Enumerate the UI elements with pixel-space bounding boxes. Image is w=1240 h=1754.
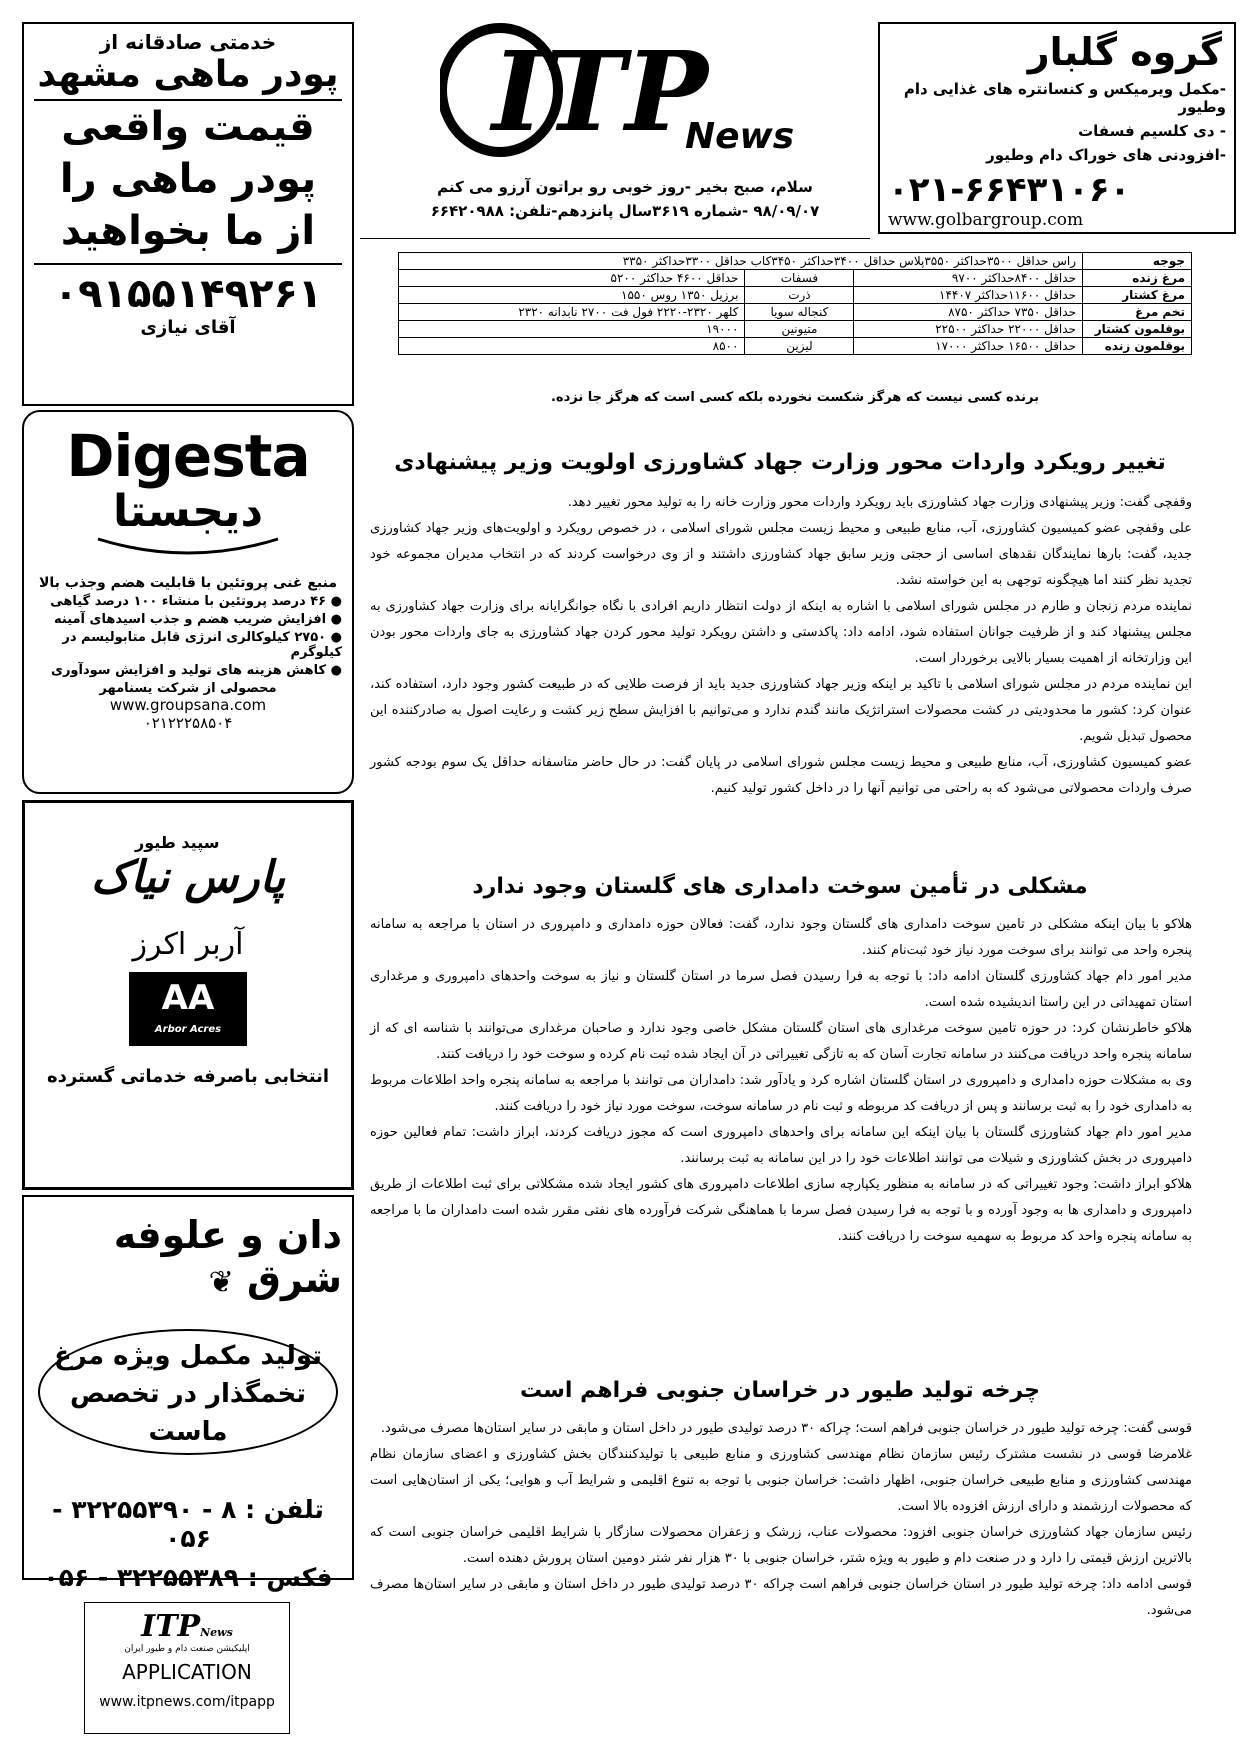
article-paragraph: رئیس سازمان جهاد کشاورزی خراسان جنوبی افزود: محصولات عناب، زرشک و زعفران محصولات سازگار با شرایط اقلیمی خراسان جنوبی است که بالاترین ارزش قیمتی را دارد و در صنعت دام و طیور به ویژه شتر، خراسان جنوبی با ۳۰ هزار نفر شتر دومین استان پرورش دهنده است. [370,1525,1192,1566]
price-value: حداقل ۴۶۰۰ حداکثر ۵۲۰۰ [399,270,745,287]
article-paragraph: مدیر امور دام جهاد کشاورزی گلستان با بیان اینکه این سامانه برای واحدهای دامپروری است که مجوز دریافت کردند، ابراز داشت: تمام فعالین حوزه دامپروری در بخش کشاورزی و شیلات می توانند اطلاعات خود را در این سامانه به ثبت برسانند. [370,1125,1192,1166]
article-paragraph: علی وقفچی عضو کمیسیون کشاورزی، آب، منابع طبیعی و محیط زیست مجلس شورای اسلامی ، در خصوص رویکرد و اولویت‌های وزیر جهاد کشاورزی جدید، گفت: بارها نمایندگان نقدهای اساسی از حجتی وزیر سابق جهاد کشاورزی داشتند و از وی درخواست کردند که در انتخاب مدیران مجموعه خود تجدید نظر کنند اما هیچگونه توجهی به این خواسته نشد. [370,521,1192,588]
golbar-item: -مکمل ویرمیکس و کنسانتره های غذایی دام وطیور [903,80,1226,116]
app-url[interactable]: www.itpnews.com/itpapp [99,1694,275,1710]
ad-small-brand: سپید طیور [135,833,220,852]
logo-itp-text: ITP [492,27,709,156]
ad-bullet: ● ۲۷۵۰ کیلوکالری انرژی قابل متابولیسم در کیلوگرم [62,630,342,660]
table-row [399,321,1192,338]
price-value: حداقل ۲۲۰۰۰ حداکثر ۲۲۵۰۰ [854,321,1083,338]
article-title: مشکلی در تأمین سوخت دامداری های گلستان وجود ندارد [472,874,1088,899]
ad-tagline: منبع غنی پروتئین با قابلیت هضم وجذب بالا [39,575,337,591]
price-name: بوقلمون زنده [1083,338,1192,355]
ad-phone: ۰۲۱۲۲۲۵۸۵۰۴ [143,714,233,732]
price-name: کنجاله سویا [745,304,854,321]
price-value: حداقل ۱۶۵۰۰ حداکثر ۱۷۰۰۰ [854,338,1083,355]
price-value: راس حداقل ۳۵۰۰حداکثر ۳۵۵۰پلاس حداقل ۳۴۰۰حداکثر ۳۴۵۰کاب حداقل ۳۳۰۰حداکثر ۳۳۵۰ [399,253,1083,270]
leaf-icon: ❦ [208,1265,234,1300]
ad-big-line: از ما بخواهید [60,208,316,254]
article-paragraph: غلامرضا قوسی در نشست مشترک رئیس سازمان نظام مهندسی کشاورزی و منابع طبیعی با تولیدکنندگان بخش کشاورزی و اعضای سازمان نظام مهندسی کشاورزی و منابع طبیعی خراسان جنوبی، اظهار داشت: خراسان جنوبی با توجه به تنوع اقلیمی و شرایط آب و هوایی؛ یکی از استان‌هایی است که محصولات ارزشمند و دارای ارزش افزوده بالا است. [370,1447,1192,1514]
logo-news-text: News [685,116,795,157]
table-row [399,270,1192,287]
smile-icon [88,537,288,557]
issue-line: ۹۸/۰۹/۰۷ -شماره ۳۶۱۹سال پانزدهم-تلفن: ۶۶۴۲۰۹۸۸ [430,202,820,220]
ad-website[interactable]: www.groupsana.com [109,696,267,714]
ad-bullet: ● افزایش ضریب هضم و جذب اسیدهای آمینه [54,612,342,627]
price-name: مرغ زنده [1083,270,1192,287]
table-row [399,287,1192,304]
ad-oval: تولید مکمل ویژه مرغ تخمگذار در تخصص ماست [38,1329,338,1455]
digesta-logo-fa: دیجستا [112,486,264,537]
pars-niak-ad[interactable] [22,800,354,1190]
golbar-phone: ۰۲۱-۶۶۴۳۱۰۶۰ [888,170,1131,210]
arbor-acres-logo: AA Arbor Acres [129,972,247,1046]
golbar-item: - دی کلسیم فسفات [1078,122,1226,140]
ad-big-line: قیمت واقعی [61,104,315,150]
golbar-ad[interactable] [878,22,1236,234]
ad-source: محصولی از شرکت یسنامهر [99,681,277,696]
article-paragraph: هلاکو با بیان اینکه مشکلی در تامین سوخت دامداری های گلستان وجود ندارد، گفت: فعالان حوزه دامداری و دامپروری در استان با مراجعه به سامانه پنجره واحد می توانند برای سوخت مورد نیاز خود ثبت‌نام کنند. [370,917,1192,958]
ad-tel: تلفن : ۸ - ۳۲۲۵۵۳۹۰ - ۰۵۶ [52,1495,324,1553]
table-row [399,338,1192,355]
table-row [399,304,1192,321]
itp-news-logo [440,20,810,160]
article-paragraph: قوسی ادامه داد: چرخه تولید طیور در استان خراسان جنوبی فراهم است چراکه ۳۰ درصد تولیدی طیور در داخل استان و مابقی در سایر استان‌ها مصرف می‌شود. [370,1577,1192,1618]
price-value: حداقل ۱۱۶۰۰حداکثر ۱۴۴۰۷ [854,287,1083,304]
golbar-item: -افزودنی های خوراک دام وطیور [986,146,1226,164]
quote: برنده کسی نیست که هرگز شکست نخورده بلکه کسی است که هرگز جا نزده. [550,390,1039,405]
ad-fax: فکس : ۳۲۲۵۵۳۸۹ - ۰۵۶ [43,1563,333,1592]
ad-bullet: ● ۴۶ درصد پروتئین با منشاء ۱۰۰ درصد گیاهی [50,594,342,609]
itp-app-logo: ITPNews [141,1609,233,1644]
app-label: APPLICATION [122,1660,252,1684]
article-paragraph: وقفچی گفت: وزیر پیشنهادی وزارت جهاد کشاورزی باید رویکرد واردات محور وزارت خانه را به تولید محور تغییر دهد. [567,495,1192,510]
article-paragraph: مدیر امور دام جهاد کشاورزی گلستان ادامه داد: با توجه به فرا رسیدن فصل سرما در استان گلستان و نیاز به سوخت واحدهای دامپروری و مرغداری استان تمهیداتی در این راستا اندیشیده شده است. [370,969,1192,1010]
article-body [370,1416,1192,1624]
article-paragraph: هلاکو خاطرنشان کرد: در حوزه تامین سوخت مرغداری های استان گلستان مشکل خاصی وجود ندارد و صاحبان مرغداری می‌توانند با شناسه ای که از سامانه پنجره واحد دریافت می‌کنند در سامانه تجارت آسان که به تازگی تغییراتی در آن ایجاد شده ثبت نام کرده و سوخت خود را دریافت کنند. [370,1021,1192,1062]
digesta-ad[interactable] [22,410,354,794]
mashhad-fishmeal-ad[interactable] [22,22,354,406]
shargh-feed-ad[interactable] [22,1195,354,1592]
shargh-logo: دان و علوفه شرق ❦ [113,1213,342,1301]
digesta-logo: Digesta [66,422,310,490]
article-body [370,490,1192,802]
golbar-url[interactable]: www.golbargroup.com [888,210,1084,230]
price-name: جوجه [1083,253,1192,270]
price-name: متیونین [745,321,854,338]
price-value: کلهر ۲۳۲۰-۲۲۲۰ فول فت ۲۷۰۰ نابدانه ۲۳۲۰ [399,304,745,321]
article-paragraph: قوسی گفت: چرخه تولید طیور در خراسان جنوبی فراهم است؛ چراکه ۳۰ درصد تولیدی طیور در داخل استان و مابقی در سایر استان‌ها مصرف می‌شود. [380,1421,1192,1436]
price-name: لیزین [745,338,854,355]
app-subtitle: اپلیکیشن صنعت دام و طیور ایران [124,1644,250,1654]
article-title: چرخه تولید طیور در خراسان جنوبی فراهم است [520,1378,1040,1403]
ad-phone: ۰۹۱۵۵۱۴۹۲۶۱ [34,263,342,317]
price-name: بوقلمون کشتار [1083,321,1192,338]
article-title: تغییر رویکرد واردات محور وزارت جهاد کشاورزی اولویت وزیر پیشنهادی [394,450,1166,475]
article-paragraph: نماینده مردم زنجان و طارم در مجلس شورای اسلامی با اشاره به اینکه از دولت انتظار داریم افرادی با نگاه جوانگرایانه برای وزارت جهاد کشاورزی به مجلس پیشنهاد کند و از ظرفیت جوانان استفاده شود، ادامه داد: پاکدستی و داشتن رویکرد تولید محور کردن جهاد کشاورزی به جای واردات محور بودن این وزارتخانه از اهمیت بسیار بالایی برخوردار است. [370,599,1192,666]
ad-line: خدمتی صادقانه از [99,30,277,54]
article-paragraph: وی به مشکلات حوزه دامداری و دامپروری در استان گلستان اشاره کرد و یادآور شد: دامداران می توانند با مراجعه به سامانه پنجره واحد اطلاعات مربوط به دامداری خود را به ثبت برسانند و پس از دریافت کد مربوطه و ثبت نام در سامانه سوخت، سوخت مورد نیاز خود را دریافت کنند. [370,1073,1192,1114]
price-name: مرغ کشتار [1083,287,1192,304]
price-name: ذرت [745,287,854,304]
table-row [399,253,1192,270]
price-table [398,252,1192,355]
article-paragraph: هلاکو ابراز داشت: وجود تغییراتی که در سامانه به منظور یکپارچه سازی اطلاعات دامپروری های کشور ایجاد شده مشکلاتی برای ثبت اطلاعات از طریق دامپروری و دامداری ها به وجود آورده و با توجه به فرا رسیدن فصل سرما با هماهنگی شرکت فرآورده های نفتی مقرر شده است دامداران ما با مراجعه به سامانه پنجره واحد کد مربوط به سهمیه سوخت را دریافت کنند. [370,1177,1192,1244]
ad-headline: پودر ماهی مشهد [34,54,342,101]
price-name: فسفات [745,270,854,287]
itp-app-ad[interactable] [84,1602,290,1734]
pars-niak-logo: پارس نیاک [90,852,286,903]
price-value: ۸۵۰۰ [399,338,745,355]
article-paragraph: عضو کمیسیون کشاورزی، آب، منابع طبیعی و محیط زیست مجلس شورای اسلامی در پایان گفت: در حال حاضر متاسفانه حداقل یک سوم بودجه کشور صرف واردات محصولاتی می‌شود که به راحتی می توانیم آنها را در داخل کشور تولید کنیم. [370,755,1192,796]
ad-big-line: پودر ماهی را [59,156,317,202]
ad-contact: آقای نیازی [140,317,236,338]
price-value: حداقل ۷۳۵۰ حداکثر ۸۷۵۰ [854,304,1083,321]
article-body [370,912,1192,1250]
greeting: سلام، صبح بخیر -روز خوبی رو براتون آرزو می کنم [437,178,813,196]
article-paragraph: این نماینده مردم در مجلس شورای اسلامی با تاکید بر اینکه وزیر جهاد کشاورزی جدید باید از فرصت طلایی که در طبیعت کشور وجود دارد، استفاده کند، عنوان کرد: کشور ما محدودیتی در کشت محصولات استراتژیک مانند گندم ندارد و می‌توانیم با افزایش سطح زیر کشت و رعایت اصول به صادرکننده این محصول تبدیل شویم. [370,677,1192,744]
price-value: حداقل ۸۴۰۰حداکثر ۹۷۰۰ [854,270,1083,287]
price-value: ۱۹۰۰۰ [399,321,745,338]
ad-product: آربر اکرز [132,927,244,962]
price-value: برزیل ۱۳۵۰ روس ۱۵۵۰ [399,287,745,304]
ad-bullet: ● کاهش هزینه های تولید و افزایش سودآوری [51,663,342,678]
golbar-title: گروه گلبار [1027,30,1222,74]
header-divider [360,238,870,239]
ad-footer: انتخابی باصرفه خدماتی گسترده [46,1066,330,1087]
price-name: تخم مرغ [1083,304,1192,321]
